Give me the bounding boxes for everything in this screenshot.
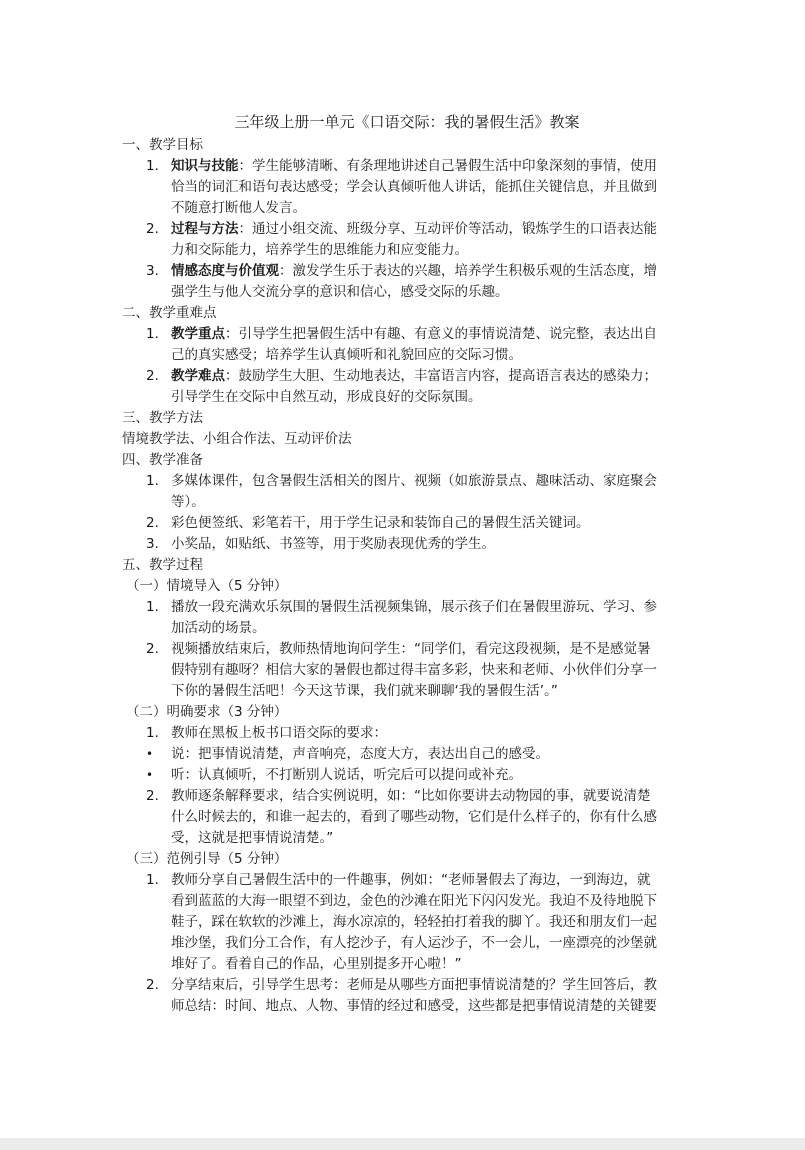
process-step-list bbox=[122, 723, 692, 849]
line-text: 看到蓝蓝的大海一眼望不到边，金色的沙滩在阳光下闪闪发光。我迫不及待地脱下 bbox=[171, 893, 657, 909]
section-heading-objectives: 一、教学目标 bbox=[122, 137, 203, 153]
process-step-heading: （三）范例引导（5 分钟） bbox=[126, 851, 288, 867]
line-text: 多媒体课件，包含暑假生活相关的图片、视频（如旅游景点、趣味活动、家庭聚会 bbox=[171, 473, 657, 489]
line-text: 分享结束后，引导学生思考：老师是从哪些方面把事情说清楚的？学生回答后，教 bbox=[171, 977, 657, 993]
list-number: 1. bbox=[146, 326, 159, 342]
list-item bbox=[122, 324, 692, 366]
list-item bbox=[122, 870, 692, 975]
line-text: 堆好了。看着自己的作品，心里别提多开心啦！” bbox=[171, 956, 462, 972]
list-number: 2. bbox=[146, 368, 159, 384]
line-text: 说：把事情说清楚，声音响亮，态度大方，表达出自己的感受。 bbox=[171, 746, 549, 762]
list-number: 2. bbox=[146, 641, 159, 657]
list-item bbox=[122, 534, 692, 555]
list-number: 2. bbox=[146, 788, 159, 804]
text-line bbox=[171, 156, 692, 177]
list-item bbox=[122, 723, 692, 744]
section-heading-keypoints: 二、教学重难点 bbox=[122, 305, 217, 321]
bullet-marker: • bbox=[146, 768, 154, 782]
list-number: 2. bbox=[146, 515, 159, 531]
text-line bbox=[171, 891, 692, 912]
document-content bbox=[122, 111, 692, 1017]
text-line bbox=[171, 870, 692, 891]
line-text: ：引导学生把暑假生活中有趣、有意义的事情说清楚、说完整，表达出自 bbox=[225, 326, 657, 342]
text-line bbox=[171, 240, 692, 261]
text-line bbox=[171, 471, 692, 492]
list-item bbox=[122, 261, 692, 303]
section-heading-methods: 三、教学方法 bbox=[122, 410, 203, 426]
text-line bbox=[171, 219, 692, 240]
line-text: 教师逐条解释要求，结合实例说明，如：“比如你要讲去动物园的事，就要说清楚 bbox=[171, 788, 651, 804]
text-line bbox=[171, 618, 692, 639]
text-line bbox=[171, 975, 692, 996]
list-item bbox=[122, 471, 692, 513]
item-label: 教学重点 bbox=[171, 326, 225, 342]
line-text: 恰当的词汇和语句表达感受；学会认真倾听他人讲话，能抓住关键信息，并且做到 bbox=[171, 179, 657, 195]
item-label: 过程与方法 bbox=[171, 221, 239, 237]
line-text: 受，这就是把事情说清楚。” bbox=[171, 830, 334, 846]
line-text: 不随意打断他人发言。 bbox=[171, 200, 306, 216]
line-text: 彩色便签纸、彩笔若干，用于学生记录和装饰自己的暑假生活关键词。 bbox=[171, 515, 590, 531]
line-text: 师总结：时间、地点、人物、事情的经过和感受，这些都是把事情说清楚的关键要 bbox=[171, 998, 657, 1014]
text-line bbox=[171, 765, 692, 786]
line-text: 力和交际能力，培养学生的思维能力和应变能力。 bbox=[171, 242, 468, 258]
text-line bbox=[171, 912, 692, 933]
list-number: 1. bbox=[146, 158, 159, 174]
process-step-heading: （一）情境导入（5 分钟） bbox=[126, 578, 288, 594]
line-text: 听：认真倾听，不打断别人说话，听完后可以提问或补充。 bbox=[171, 767, 522, 783]
process-step-list bbox=[122, 597, 692, 702]
list-item bbox=[122, 639, 692, 702]
item-label: 知识与技能 bbox=[171, 158, 239, 174]
text-line bbox=[171, 492, 692, 513]
methods-text: 情境教学法、小组合作法、互动评价法 bbox=[122, 431, 352, 447]
text-line bbox=[171, 597, 692, 618]
line-text: 堆沙堡，我们分工合作，有人挖沙子，有人运沙子，不一会儿，一座漂亮的沙堡就 bbox=[171, 935, 657, 951]
text-line bbox=[171, 513, 692, 534]
preparation-list bbox=[122, 471, 692, 555]
page-bottom-margin bbox=[0, 1138, 805, 1150]
section-heading-process: 五、教学过程 bbox=[122, 557, 203, 573]
line-text: 等）。 bbox=[171, 494, 205, 510]
document-title: 三年级上册一单元《口语交际：我的暑假生活》教案 bbox=[234, 113, 580, 131]
process-step-heading: （二）明确要求（3 分钟） bbox=[126, 704, 288, 720]
list-item bbox=[122, 975, 692, 1017]
list-number: 1. bbox=[146, 725, 159, 741]
text-line bbox=[171, 744, 692, 765]
text-line bbox=[171, 933, 692, 954]
item-label: 情感态度与价值观 bbox=[171, 263, 279, 279]
text-line bbox=[171, 807, 692, 828]
line-text: 教师分享自己暑假生活中的一件趣事，例如：“老师暑假去了海边，一到海边，就 bbox=[171, 872, 651, 888]
text-line bbox=[171, 723, 692, 744]
text-line bbox=[171, 534, 692, 555]
text-line bbox=[171, 282, 692, 303]
keypoints-list bbox=[122, 324, 692, 408]
text-line bbox=[171, 996, 692, 1017]
line-text: ：通过小组交流、班级分享、互动评价等活动，锻炼学生的口语表达能 bbox=[238, 221, 657, 237]
text-line bbox=[171, 366, 692, 387]
item-label: 教学难点 bbox=[171, 368, 225, 384]
line-text: 什么时候去的，和谁一起去的，看到了哪些动物，它们是什么样子的，你有什么感 bbox=[171, 809, 657, 825]
text-line bbox=[171, 198, 692, 219]
list-number: 3. bbox=[146, 536, 159, 552]
bullet-marker: • bbox=[146, 747, 154, 761]
list-item bbox=[122, 786, 692, 849]
text-line bbox=[171, 681, 692, 702]
line-text: ：激发学生乐于表达的兴趣，培养学生积极乐观的生活态度，增 bbox=[279, 263, 657, 279]
line-text: 引导学生在交际中自然互动，形成良好的交际氛围。 bbox=[171, 389, 482, 405]
line-text: 强学生与他人交流分享的意识和信心，感受交际的乐趣。 bbox=[171, 284, 509, 300]
objectives-list bbox=[122, 156, 692, 303]
line-text: 视频播放结束后，教师热情地询问学生：“同学们，看完这段视频，是不是感觉暑 bbox=[171, 641, 651, 657]
line-text: 下你的暑假生活吧！今天这节课，我们就来聊聊‘我的暑假生活’。” bbox=[171, 683, 558, 699]
text-line bbox=[171, 324, 692, 345]
text-line bbox=[171, 345, 692, 366]
list-number: 1. bbox=[146, 872, 159, 888]
section-heading-preparation: 四、教学准备 bbox=[122, 452, 203, 468]
list-item bbox=[122, 156, 692, 219]
text-line bbox=[171, 261, 692, 282]
text-line bbox=[171, 954, 692, 975]
text-line bbox=[171, 177, 692, 198]
line-text: 假特别有趣呀？相信大家的暑假也都过得丰富多彩，快来和老师、小伙伴们分享一 bbox=[171, 662, 657, 678]
list-number: 2. bbox=[146, 221, 159, 237]
line-text: 播放一段充满欢乐氛围的暑假生活视频集锦，展示孩子们在暑假里游玩、学习、参 bbox=[171, 599, 657, 615]
line-text: 教师在黑板上板书口语交际的要求： bbox=[171, 725, 387, 741]
list-number: 2. bbox=[146, 977, 159, 993]
list-item bbox=[122, 366, 692, 408]
list-item bbox=[122, 513, 692, 534]
text-line bbox=[171, 639, 692, 660]
text-line bbox=[171, 786, 692, 807]
line-text: 加活动的场景。 bbox=[171, 620, 266, 636]
text-line bbox=[171, 828, 692, 849]
list-number: 3. bbox=[146, 263, 159, 279]
text-line bbox=[171, 387, 692, 408]
list-item bbox=[122, 597, 692, 639]
list-item bbox=[122, 765, 692, 786]
process-step-list bbox=[122, 870, 692, 1017]
line-text: ：鼓励学生大胆、生动地表达，丰富语言内容，提高语言表达的感染力； bbox=[225, 368, 657, 384]
text-line bbox=[171, 660, 692, 681]
line-text: ：学生能够清晰、有条理地讲述自己暑假生活中印象深刻的事情，使用 bbox=[238, 158, 657, 174]
list-item bbox=[122, 219, 692, 261]
list-number: 1. bbox=[146, 599, 159, 615]
line-text: 己的真实感受；培养学生认真倾听和礼貌回应的交际习惯。 bbox=[171, 347, 522, 363]
list-number: 1. bbox=[146, 473, 159, 489]
line-text: 鞋子，踩在软软的沙滩上，海水凉凉的，轻轻拍打着我的脚丫。我还和朋友们一起 bbox=[171, 914, 657, 930]
line-text: 小奖品，如贴纸、书签等，用于奖励表现优秀的学生。 bbox=[171, 536, 495, 552]
list-item bbox=[122, 744, 692, 765]
